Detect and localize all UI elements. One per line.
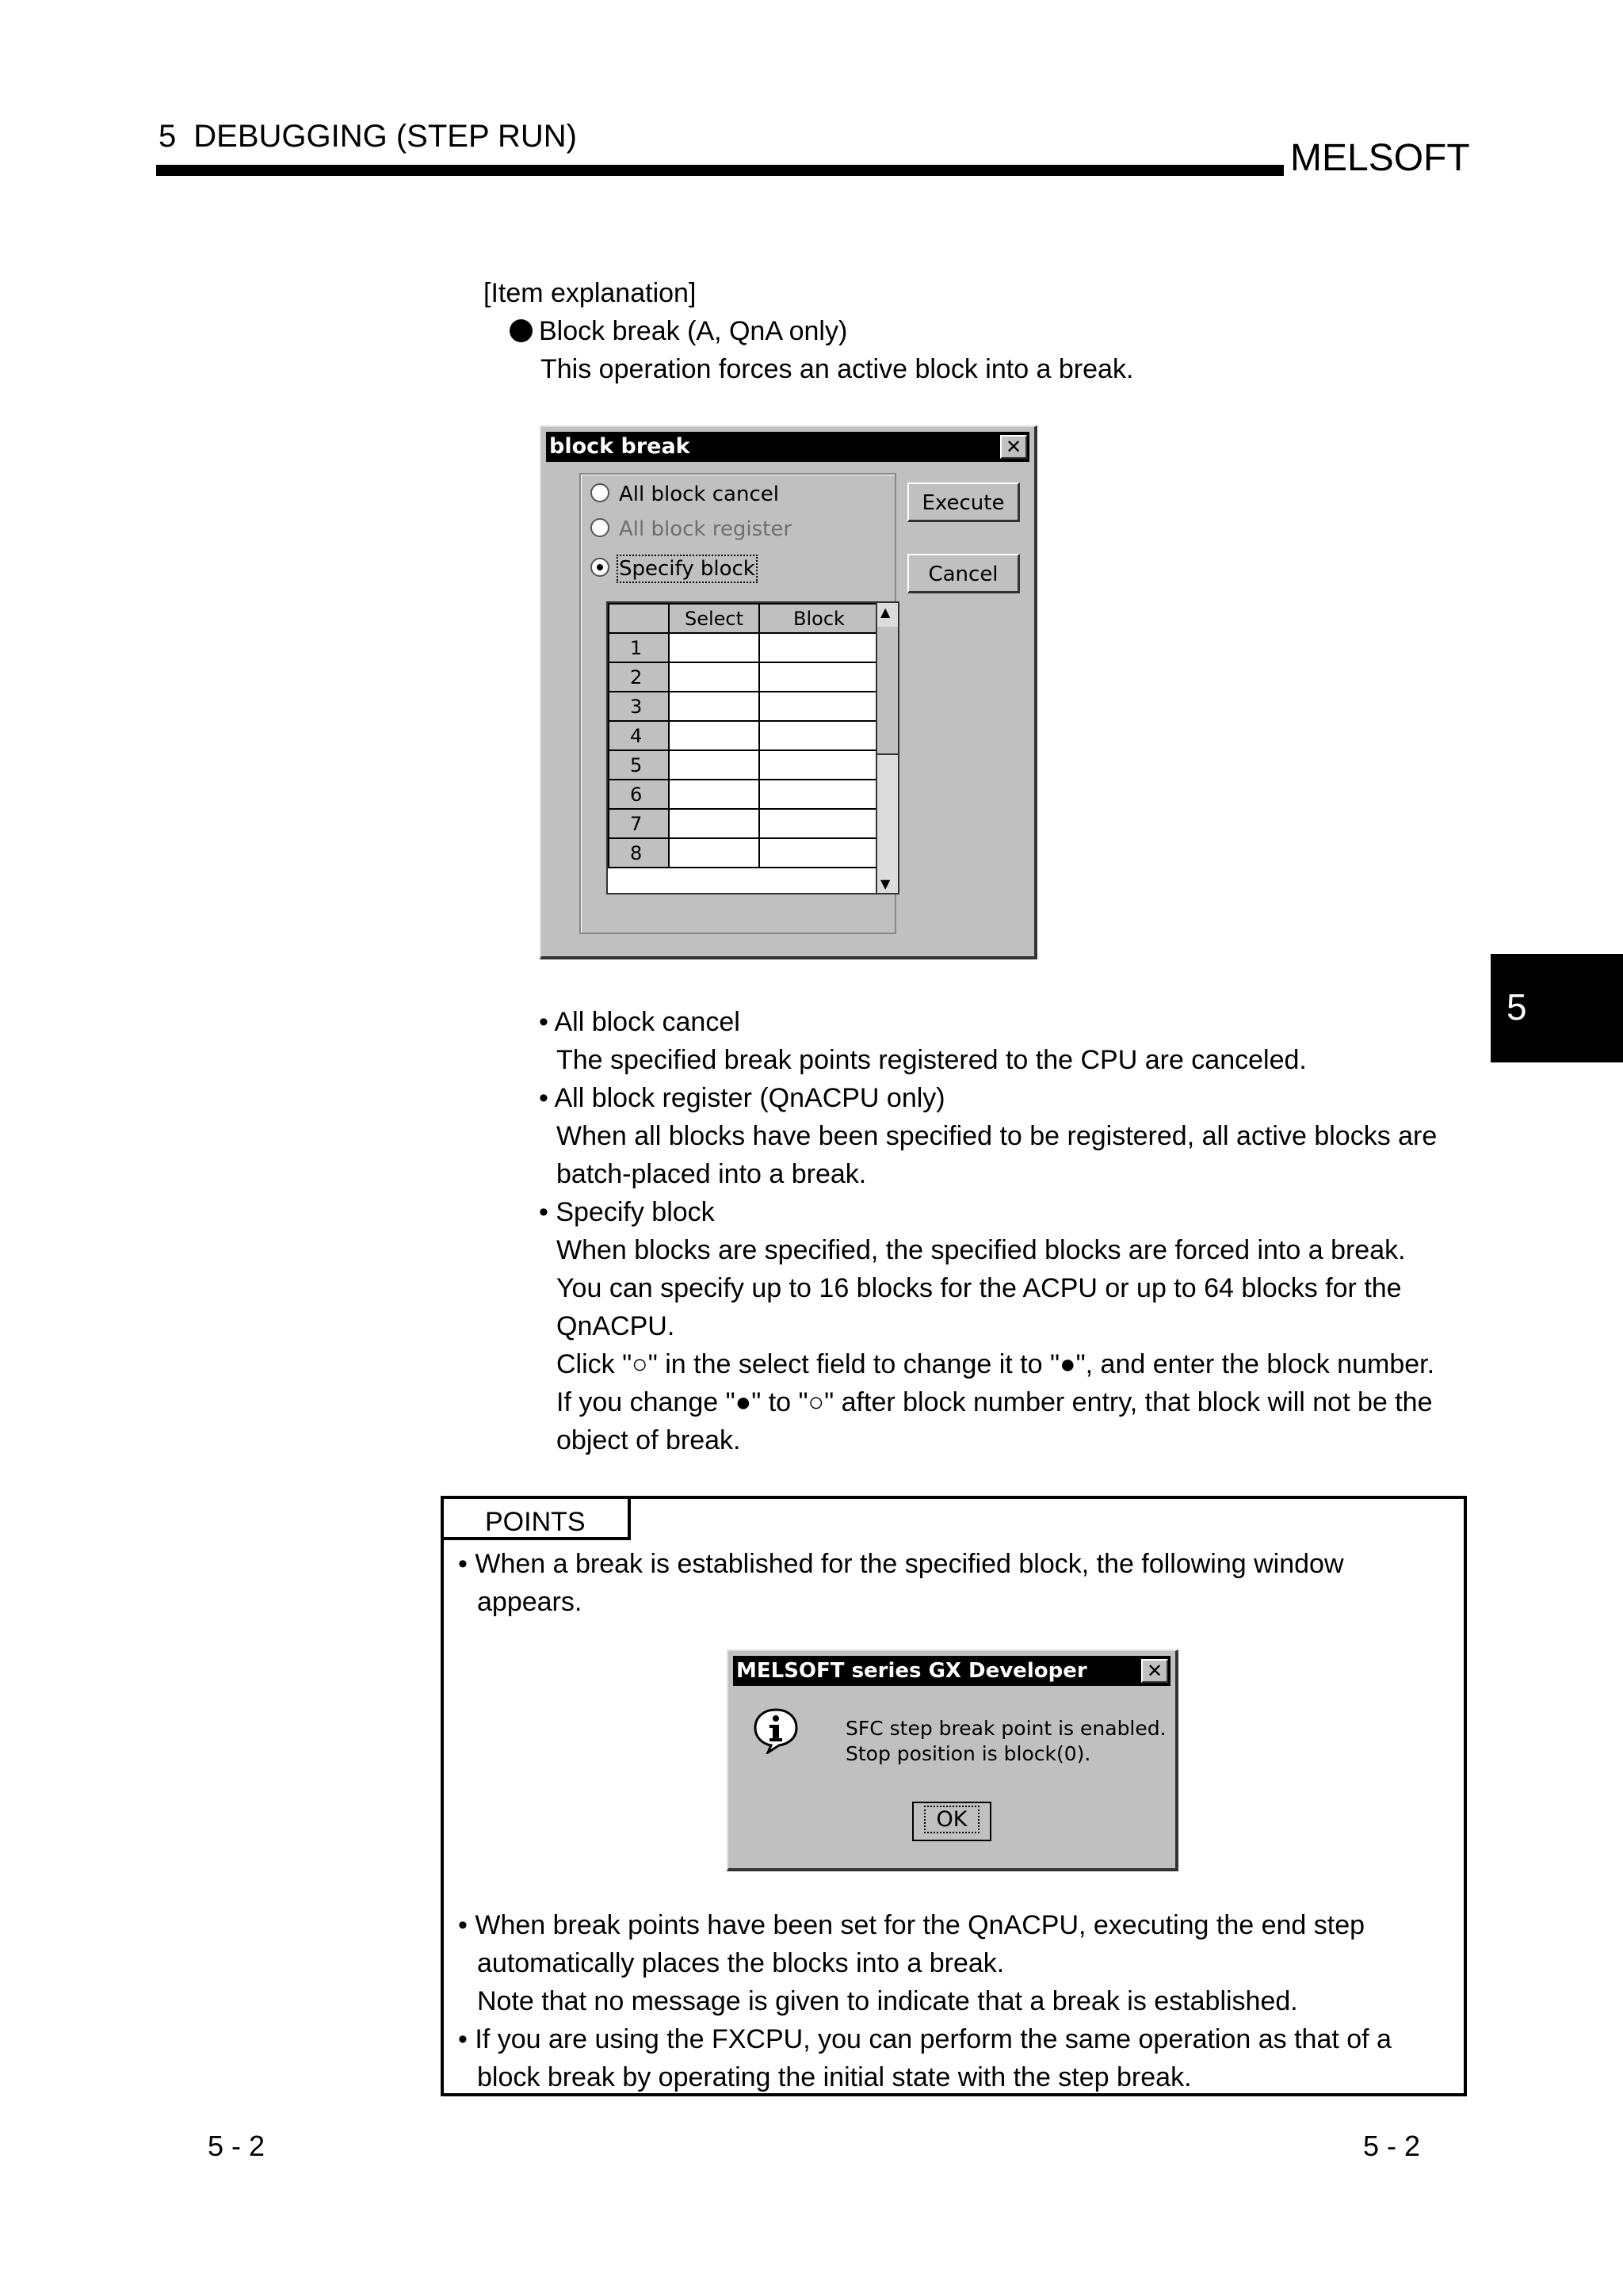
option-explanations [539,1003,1437,1459]
table-row: 2 [609,662,878,692]
grid-scrollbar[interactable] [876,603,898,893]
mode-group [579,473,896,934]
option-line: Click "○" in the select field to change it to "●", and enter the block number. [556,1349,1435,1379]
points-item-1 [458,1545,1344,1621]
section-heading: [Item explanation] [483,278,697,308]
block-cell[interactable] [759,662,878,692]
select-cell[interactable] [669,662,759,692]
points-line: Note that no message is given to indicate that a break is established. [477,1986,1298,2016]
message-line: Stop position is block(0). [846,1742,1091,1765]
page-number-left: 5 - 2 [208,2130,265,2162]
ok-button[interactable] [912,1802,991,1841]
option-title: • Specify block [539,1197,715,1227]
close-icon[interactable]: ✕ [1141,1659,1168,1683]
points-line: • When a break is established for the specified block, the following window [458,1549,1344,1579]
dialog-title: block break [549,434,690,459]
block-cell[interactable] [759,809,878,838]
execute-button[interactable]: Execute [907,482,1020,522]
table-row: 6 [609,780,878,809]
option-line: QnACPU. [556,1311,675,1341]
points-line: appears. [477,1587,582,1617]
select-cell[interactable] [669,780,759,809]
option-title: • All block cancel [539,1007,740,1037]
scroll-up-icon[interactable]: ▲ [880,605,891,620]
radio-icon [590,518,609,537]
points-line: automatically places the blocks into a break. [477,1948,1005,1978]
chapter-side-tab [1491,954,1623,1062]
scroll-down-icon[interactable]: ▼ [880,876,891,891]
option-title: • All block register (QnACPU only) [539,1083,945,1113]
radio-icon [590,483,609,502]
radio-specify-block[interactable]: Specify block [590,557,755,581]
option-line: When all blocks have been specified to be registered, all active blocks are [556,1121,1438,1151]
select-cell[interactable] [669,809,759,838]
radio-all-block-cancel[interactable]: All block cancel [590,482,779,506]
dialog-titlebar [546,432,1029,462]
points-line: • When break points have been set for the QnACPU, executing the end step [458,1910,1365,1940]
table-row: 8 [609,838,878,868]
header-rule [156,165,1284,176]
option-line: object of break. [556,1425,741,1455]
block-cell[interactable] [759,750,878,780]
chapter-header [158,119,577,154]
brand-name: MELSOFT [1290,137,1470,179]
message-dialog-title: MELSOFT series GX Developer [736,1659,1087,1683]
message-line: SFC step break point is enabled. [846,1717,1167,1740]
select-cell[interactable] [669,750,759,780]
points-line: • If you are using the FXCPU, you can perform the same operation as that of a [458,2024,1392,2054]
select-cell[interactable] [669,721,759,750]
table-row: 7 [609,809,878,838]
chapter-title: DEBUGGING (STEP RUN) [193,119,577,154]
table-row: 3 [609,692,878,721]
option-line: batch-placed into a break. [556,1159,867,1189]
chapter-number: 5 [158,119,177,154]
option-line: If you change "●" to "○" after block number entry, that block will not be the [556,1387,1433,1417]
bullet-title [510,312,847,350]
select-cell[interactable] [669,838,759,868]
info-icon [752,1707,800,1754]
points-label: POINTS [485,1507,586,1537]
intro-text: This operation forces an active block into a break. [540,354,1134,384]
points-label-tab [441,1496,631,1540]
block-cell[interactable] [759,780,878,809]
block-cell[interactable] [759,692,878,721]
side-tab-number: 5 [1507,986,1527,1028]
select-cell[interactable] [669,633,759,662]
message-dialog [727,1650,1178,1871]
option-line: You can specify up to 16 blocks for the ACPU or up to 64 blocks for the [556,1273,1402,1303]
option-line: The specified break points registered to the CPU are canceled. [556,1045,1307,1075]
ok-label: OK [926,1807,979,1832]
select-cell[interactable] [669,692,759,721]
bullet-title-text: Block break (A, QnA only) [539,316,848,346]
close-icon[interactable]: ✕ [1000,435,1027,459]
grid-corner [609,604,669,633]
block-cell[interactable] [759,721,878,750]
table-row: 1 [609,633,878,662]
option-line: When blocks are specified, the specified blocks are forced into a break. [556,1235,1406,1265]
points-line: block break by operating the initial state with the step break. [477,2062,1192,2092]
block-grid [606,601,899,894]
message-dialog-titlebar [733,1656,1170,1686]
message-text [846,1716,1167,1767]
radio-selected-icon [590,558,609,577]
scroll-thumb[interactable] [877,627,898,755]
radio-all-block-register[interactable]: All block register [590,517,792,541]
block-break-dialog [540,425,1037,959]
column-header-select: Select [669,604,759,633]
points-item-2 [458,1906,1392,2096]
column-header-block: Block [759,604,878,633]
cancel-button[interactable]: Cancel [907,554,1020,593]
block-cell[interactable] [759,633,878,662]
table-row: 5 [609,750,878,780]
bullet-dot-icon [510,319,533,342]
table-row: 4 [609,721,878,750]
page-number-right: 5 - 2 [1363,2130,1421,2162]
block-cell[interactable] [759,838,878,868]
